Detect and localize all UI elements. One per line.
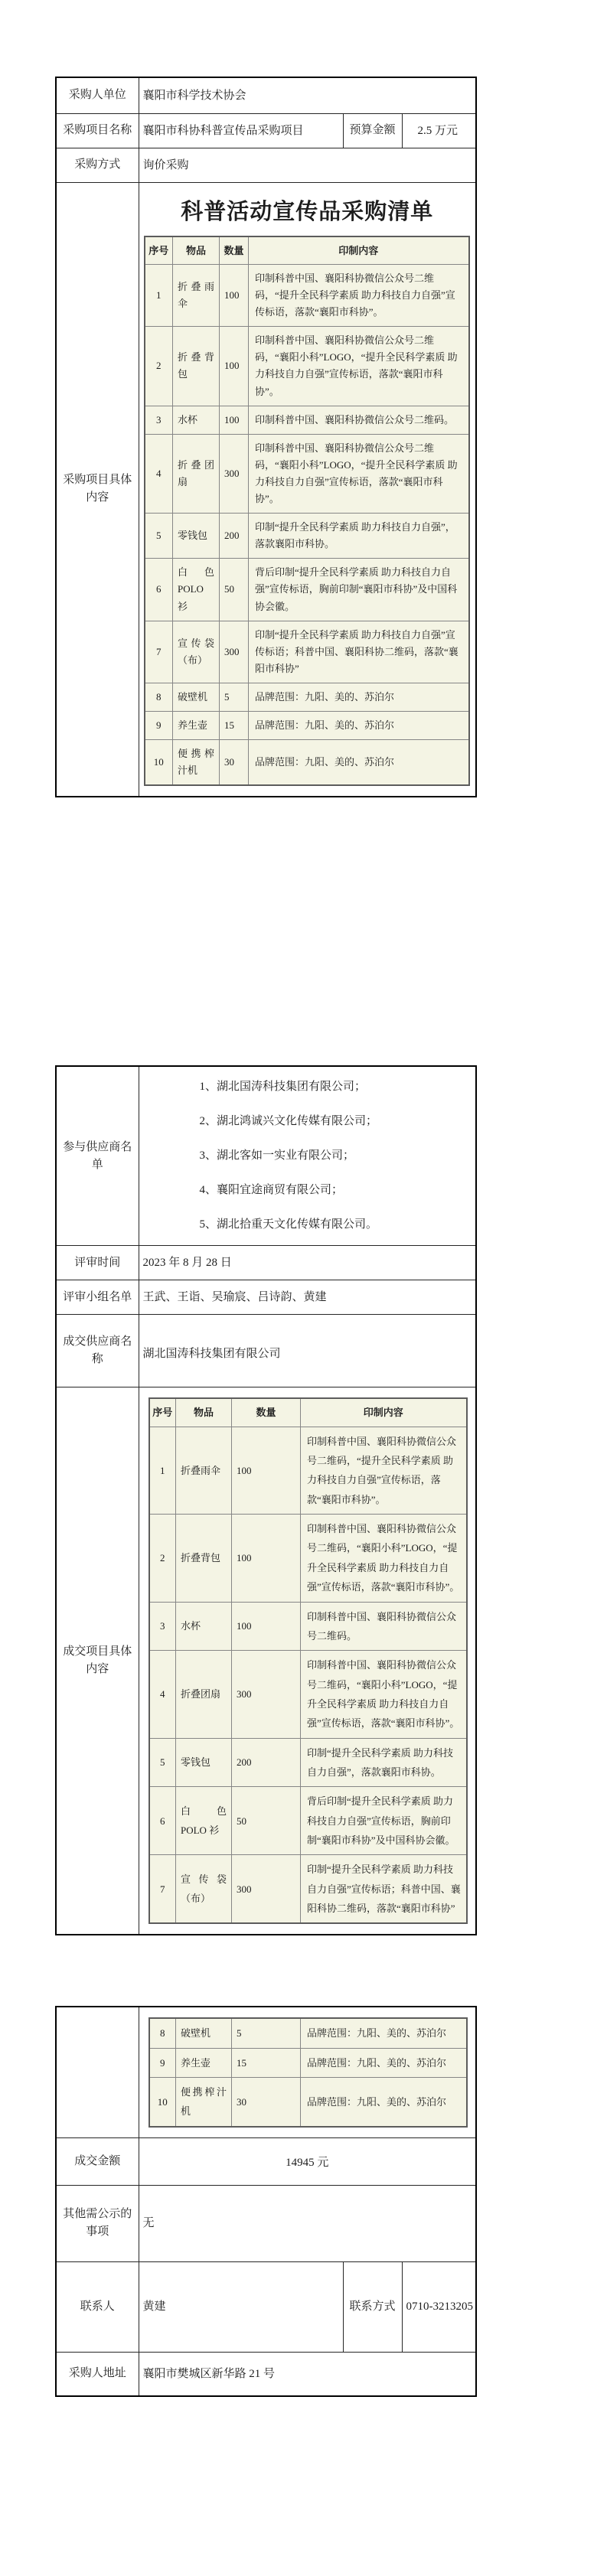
item-name: 折叠背包 (176, 1515, 232, 1602)
participant-company: 2、湖北鸿诚兴文化传媒有限公司； (199, 1115, 378, 1128)
item-no: 5 (145, 514, 173, 559)
item-row (145, 406, 469, 434)
participant-company: 5、湖北拾重天文化传媒有限公司。 (199, 1218, 378, 1231)
winner-value: 湖北国涛科技集团有限公司 (139, 1315, 476, 1387)
participant-company: 1、湖北国涛科技集团有限公司； (199, 1081, 367, 1094)
column-header: 印制内容 (249, 236, 469, 265)
item-name: 折叠雨伞 (173, 265, 220, 327)
review-panel-value: 王武、王诣、吴瑜宸、吕诗韵、黄建 (139, 1280, 476, 1315)
item-qty: 100 (220, 406, 249, 434)
item-qty: 300 (220, 434, 249, 513)
item-qty: 200 (220, 514, 249, 559)
items-header-row (149, 1398, 467, 1427)
deal-detail-cell (139, 1387, 476, 1935)
empty-label-cell (56, 2007, 139, 2137)
procurement-items-table (144, 236, 470, 787)
item-qty: 200 (232, 1738, 301, 1787)
item-name: 水杯 (173, 406, 220, 434)
review-time-value: 2023 年 8 月 28 日 (139, 1246, 476, 1280)
item-print-content: 品牌范围：九阳、美的、苏泊尔 (249, 740, 469, 786)
item-row (149, 1855, 467, 1924)
item-print-content: 品牌范围：九阳、美的、苏泊尔 (301, 2018, 467, 2048)
item-no: 7 (145, 621, 173, 683)
items-header-row (145, 236, 469, 265)
item-qty: 30 (220, 740, 249, 786)
item-print-content: 背后印制“提升全民科学素质 助力科技自力自强”宣传标语，胸前印制“襄阳市科协”及中国科协会徽。 (249, 559, 469, 621)
item-name: 破壁机 (176, 2018, 232, 2048)
item-no: 5 (149, 1738, 176, 1787)
project-row (56, 113, 476, 148)
item-row (149, 1738, 467, 1787)
item-qty: 300 (232, 1651, 301, 1738)
item-row (145, 559, 469, 621)
item-name: 零钱包 (173, 514, 220, 559)
phone-label: 联系方式 (343, 2261, 402, 2352)
item-print-content: 印制科普中国、襄阳科协微信公众号二维码，“襄阳小科”LOGO，“提升全民科学素质 助力科技自力自强”宣传标语，落款“襄阳市科协”。 (249, 434, 469, 513)
summary-table (55, 77, 477, 797)
procurement-detail-cell (139, 182, 476, 797)
item-qty: 30 (232, 2078, 301, 2127)
amount-label: 成交金额 (56, 2137, 139, 2185)
deal-items-table (148, 1397, 468, 1924)
item-no: 1 (145, 265, 173, 327)
item-no: 10 (149, 2078, 176, 2127)
item-row (145, 740, 469, 786)
purchaser-row (56, 77, 476, 113)
column-header: 物品 (176, 1398, 232, 1427)
column-header: 数量 (232, 1398, 301, 1427)
participant-company: 4、襄阳宜途商贸有限公司； (199, 1184, 344, 1197)
item-row (145, 683, 469, 711)
item-qty: 5 (220, 683, 249, 711)
contact-label: 联系人 (56, 2261, 139, 2352)
participants-row (56, 1066, 476, 1246)
participant-company: 3、湖北客如一实业有限公司； (199, 1149, 355, 1162)
item-print-content: 品牌范围：九阳、美的、苏泊尔 (301, 2078, 467, 2127)
page-break (55, 1935, 475, 2006)
item-name: 破壁机 (173, 683, 220, 711)
item-name: 宣传袋（布） (176, 1855, 232, 1924)
item-qty: 15 (232, 2048, 301, 2077)
item-print-content: 印制科普中国、襄阳科协微信公众号二维码，“襄阳小科”LOGO，“提升全民科学素质 助力科技自力自强”宣传标语，落款“襄阳市科协”。 (301, 1651, 467, 1738)
list-title: 科普活动宣传品采购清单 (181, 199, 434, 224)
item-row (145, 434, 469, 513)
item-row (149, 1787, 467, 1855)
item-no: 8 (149, 2018, 176, 2048)
procurement-detail-row (56, 182, 476, 797)
item-name: 水杯 (176, 1602, 232, 1651)
column-header: 序号 (145, 236, 173, 265)
item-name: 折叠背包 (173, 327, 220, 406)
review-panel-row (56, 1280, 476, 1315)
procurement-detail-label: 采购项目具体内容 (56, 182, 139, 797)
item-no: 3 (145, 406, 173, 434)
item-row (149, 1427, 467, 1514)
item-row (149, 1515, 467, 1602)
item-row (145, 265, 469, 327)
item-no: 8 (145, 683, 173, 711)
deal-detail-continued-row (56, 2007, 476, 2137)
item-qty: 100 (232, 1427, 301, 1514)
item-print-content: 印制科普中国、襄阳科协微信公众号二维码。 (249, 406, 469, 434)
address-label: 采购人地址 (56, 2352, 139, 2396)
item-no: 7 (149, 1855, 176, 1924)
item-print-content: 印制“提升全民科学素质 助力科技自力自强”，落款襄阳市科协。 (249, 514, 469, 559)
column-header: 物品 (173, 236, 220, 265)
review-time-label: 评审时间 (56, 1246, 139, 1280)
budget-value: 2.5 万元 (402, 113, 476, 148)
phone-value: 0710-3213205 (402, 2261, 476, 2352)
item-no: 3 (149, 1602, 176, 1651)
other-items-label: 其他需公示的事项 (56, 2185, 139, 2261)
participants-list (139, 1066, 476, 1246)
deal-detail-row (56, 1387, 476, 1935)
item-row (145, 514, 469, 559)
item-print-content: 印制科普中国、襄阳科协微信公众号二维码，“提升全民科学素质 助力科技自力自强”宣传标语，落款“襄阳市科协”。 (249, 265, 469, 327)
item-qty: 5 (232, 2018, 301, 2048)
item-no: 2 (145, 327, 173, 406)
amount-row (56, 2137, 476, 2185)
item-name: 便携榨汁机 (176, 2078, 232, 2127)
column-header: 序号 (149, 1398, 176, 1427)
item-row (145, 621, 469, 683)
item-qty: 100 (220, 327, 249, 406)
review-panel-label: 评审小组名单 (56, 1280, 139, 1315)
item-qty: 15 (220, 711, 249, 739)
item-print-content: 印制科普中国、襄阳科协微信公众号二维码，“提升全民科学素质 助力科技自力自强”宣传标语，落款“襄阳市科协”。 (301, 1427, 467, 1514)
deal-items-table-continued (148, 2017, 468, 2127)
item-row (149, 1651, 467, 1738)
item-print-content: 印制“提升全民科学素质 助力科技自力自强”宣传标语；科普中国、襄阳科协二维码，落款“襄阳市科协” (249, 621, 469, 683)
item-name: 养生壶 (176, 2048, 232, 2077)
item-no: 4 (145, 434, 173, 513)
item-name: 折叠团扇 (176, 1651, 232, 1738)
contact-row (56, 2261, 476, 2352)
winner-row (56, 1315, 476, 1387)
item-qty: 50 (232, 1787, 301, 1855)
item-no: 9 (145, 711, 173, 739)
item-no: 2 (149, 1515, 176, 1602)
item-name: 零钱包 (176, 1738, 232, 1787)
page-break (55, 797, 475, 1065)
item-qty: 100 (232, 1602, 301, 1651)
column-header: 数量 (220, 236, 249, 265)
address-value: 襄阳市樊城区新华路 21 号 (139, 2352, 476, 2396)
item-row (149, 2048, 467, 2077)
item-row (149, 2018, 467, 2048)
item-print-content: 印制科普中国、襄阳科协微信公众号二维码。 (301, 1602, 467, 1651)
participants-label: 参与供应商名单 (56, 1066, 139, 1246)
item-name: 养生壶 (173, 711, 220, 739)
item-name: 白色 POLO 衫 (176, 1787, 232, 1855)
other-items-row (56, 2185, 476, 2261)
purchaser-label: 采购人单位 (56, 77, 139, 113)
item-name: 白色 POLO 衫 (173, 559, 220, 621)
item-name: 宣传袋（布） (173, 621, 220, 683)
item-qty: 100 (220, 265, 249, 327)
item-no: 1 (149, 1427, 176, 1514)
method-label: 采购方式 (56, 148, 139, 182)
item-name: 折叠雨伞 (176, 1427, 232, 1514)
item-print-content: 印制科普中国、襄阳科协微信公众号二维码，“襄阳小科”LOGO，“提升全民科学素质 助力科技自力自强”宣传标语，落款“襄阳市科协”。 (249, 327, 469, 406)
method-value: 询价采购 (139, 148, 476, 182)
footer-table (55, 2006, 477, 2397)
item-row (145, 711, 469, 739)
item-print-content: 印制科普中国、襄阳科协微信公众号二维码，“襄阳小科”LOGO，“提升全民科学素质 助力科技自力自强”宣传标语，落款“襄阳市科协”。 (301, 1515, 467, 1602)
item-name: 便携榨汁机 (173, 740, 220, 786)
item-print-content: 品牌范围：九阳、美的、苏泊尔 (301, 2048, 467, 2077)
item-row (145, 327, 469, 406)
item-qty: 300 (232, 1855, 301, 1924)
contact-value: 黄建 (139, 2261, 343, 2352)
item-qty: 300 (220, 621, 249, 683)
column-header: 印制内容 (301, 1398, 467, 1427)
review-table (55, 1065, 477, 1935)
budget-label: 预算金额 (343, 113, 402, 148)
item-print-content: 印制“提升全民科学素质 助力科技自力自强”宣传标语；科普中国、襄阳科协二维码，落款“襄阳市科协” (301, 1855, 467, 1924)
item-row (149, 2078, 467, 2127)
procurement-announcement (55, 77, 475, 2397)
item-no: 6 (149, 1787, 176, 1855)
item-name: 折叠团扇 (173, 434, 220, 513)
method-row (56, 148, 476, 182)
item-qty: 100 (232, 1515, 301, 1602)
item-qty: 50 (220, 559, 249, 621)
deal-detail-label: 成交项目具体内容 (56, 1387, 139, 1935)
project-name-value: 襄阳市科协科普宣传品采购项目 (139, 113, 343, 148)
amount-value: 14945 元 (139, 2137, 476, 2185)
review-time-row (56, 1246, 476, 1280)
item-no: 6 (145, 559, 173, 621)
deal-detail-continued-cell (139, 2007, 476, 2137)
address-row (56, 2352, 476, 2396)
other-items-value: 无 (139, 2185, 476, 2261)
item-no: 4 (149, 1651, 176, 1738)
project-name-label: 采购项目名称 (56, 113, 139, 148)
winner-label: 成交供应商名称 (56, 1315, 139, 1387)
item-no: 9 (149, 2048, 176, 2077)
item-print-content: 品牌范围：九阳、美的、苏泊尔 (249, 683, 469, 711)
purchaser-value: 襄阳市科学技术协会 (139, 77, 476, 113)
item-print-content: 品牌范围：九阳、美的、苏泊尔 (249, 711, 469, 739)
item-row (149, 1602, 467, 1651)
item-print-content: 背后印制“提升全民科学素质 助力科技自力自强”宣传标语，胸前印制“襄阳市科协”及中国科协会徽。 (301, 1787, 467, 1855)
item-print-content: 印制“提升全民科学素质 助力科技自力自强”，落款襄阳市科协。 (301, 1738, 467, 1787)
item-no: 10 (145, 740, 173, 786)
